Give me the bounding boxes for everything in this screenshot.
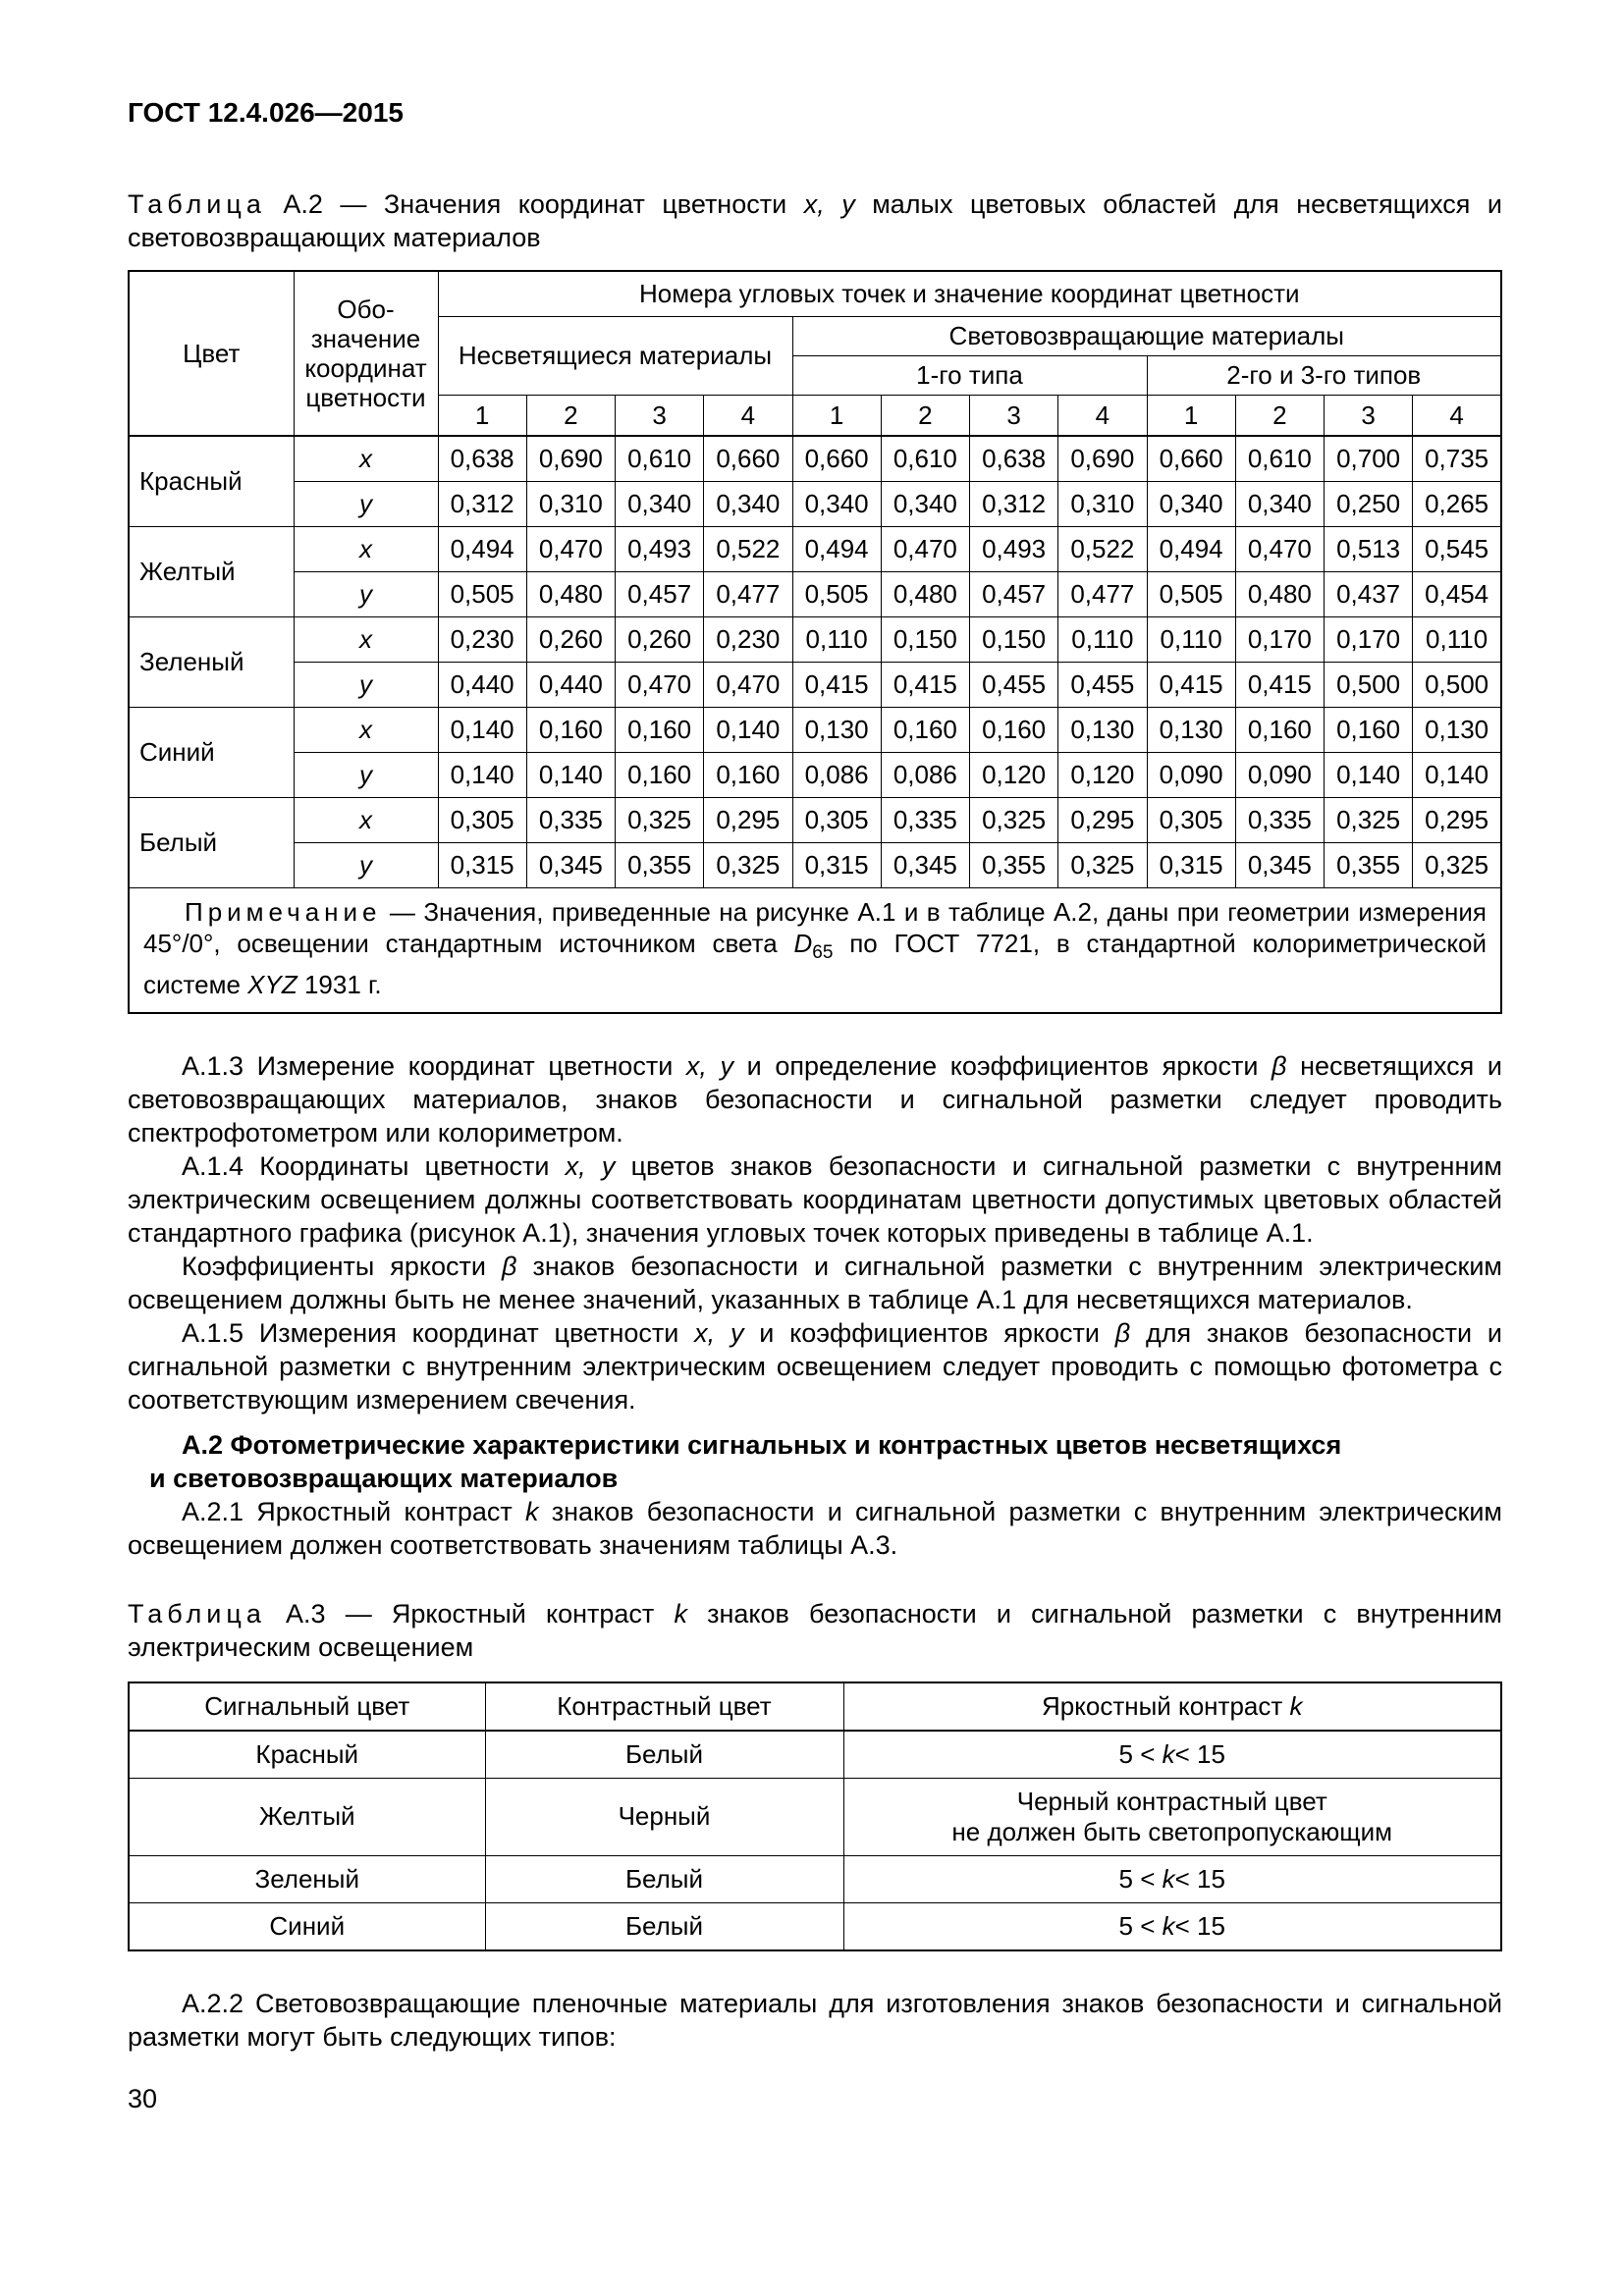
corner-point-number: 3	[970, 395, 1058, 436]
coordinate-label-cell: x	[294, 436, 438, 481]
table-a2	[128, 270, 1502, 1014]
chromaticity-value-cell: 0,340	[1235, 481, 1324, 526]
chromaticity-value-cell: 0,660	[704, 436, 792, 481]
chromaticity-value-cell: 0,110	[1147, 616, 1235, 662]
table-a2-note	[143, 896, 1487, 1000]
chromaticity-value-cell: 0,140	[438, 752, 526, 797]
chromaticity-value-cell: 0,345	[881, 842, 969, 887]
contrast-color-cell: Белый	[485, 1855, 843, 1902]
chromaticity-value-cell: 0,480	[526, 571, 615, 616]
brightness-contrast-value-cell: 5 < k< 15	[843, 1731, 1501, 1779]
chromaticity-value-cell: 0,325	[1325, 797, 1413, 842]
chromaticity-value-cell: 0,325	[704, 842, 792, 887]
color-name-cell: Зеленый	[129, 616, 294, 707]
chromaticity-value-cell: 0,477	[1058, 571, 1147, 616]
header-nonluminous: Несветящиеся материалы	[438, 316, 792, 395]
chromaticity-value-cell: 0,120	[1058, 752, 1147, 797]
chromaticity-value-cell: 0,457	[616, 571, 704, 616]
chromaticity-value-cell: 0,355	[616, 842, 704, 887]
chromaticity-value-cell: 0,230	[704, 616, 792, 662]
chromaticity-value-cell: 0,315	[438, 842, 526, 887]
chromaticity-value-cell: 0,170	[1325, 616, 1413, 662]
paragraph-a1-4-cont: Коэффициенты яркости β знаков безопасности и сигнальной разметки с внутренним электрическим освещением должны быть не менее значений, указанных в таблице А.1 для несветящихся материалов.	[128, 1251, 1502, 1314]
chromaticity-value-cell: 0,140	[526, 752, 615, 797]
chromaticity-value-cell: 0,160	[704, 752, 792, 797]
chromaticity-value-cell: 0,690	[1058, 436, 1147, 481]
table-a2-note-cell	[129, 887, 1501, 1013]
signal-color-cell: Зеленый	[129, 1855, 485, 1902]
header-brightness-contrast: Яркостный контраст k	[843, 1682, 1501, 1731]
chromaticity-value-cell: 0,440	[438, 662, 526, 707]
brightness-contrast-value-cell: Черный контрастный цвет не должен быть светопропускающим	[843, 1778, 1501, 1855]
chromaticity-value-cell: 0,110	[1058, 616, 1147, 662]
table-a2-body	[129, 436, 1501, 887]
signal-color-cell: Желтый	[129, 1778, 485, 1855]
coordinate-label-cell: y	[294, 481, 438, 526]
chromaticity-value-cell: 0,545	[1413, 526, 1501, 571]
chromaticity-value-cell: 0,150	[970, 616, 1058, 662]
corner-point-number: 4	[704, 395, 792, 436]
coordinate-label-cell: x	[294, 526, 438, 571]
chromaticity-value-cell: 0,493	[970, 526, 1058, 571]
chromaticity-value-cell: 0,325	[1413, 842, 1501, 887]
header-designation: Обо-значение координат цветности	[294, 271, 438, 436]
chromaticity-value-cell: 0,415	[792, 662, 881, 707]
table-a2-data-row	[129, 436, 1501, 481]
chromaticity-value-cell: 0,140	[438, 707, 526, 752]
chromaticity-value-cell: 0,305	[792, 797, 881, 842]
table-a3-row	[129, 1778, 1501, 1855]
header-retroreflective: Световозвращающие материалы	[792, 316, 1501, 355]
chromaticity-value-cell: 0,305	[438, 797, 526, 842]
chromaticity-value-cell: 0,480	[1235, 571, 1324, 616]
chromaticity-value-cell: 0,265	[1413, 481, 1501, 526]
chromaticity-value-cell: 0,140	[1413, 752, 1501, 797]
chromaticity-value-cell: 0,295	[704, 797, 792, 842]
paragraph-a1-5: А.1.5 Измерения координат цветности x, y и коэффициентов яркости β для знаков безопасности и сигнальной разметки с внутренним электрическим освещением следует проводить с помощью фотометра с соответствующим измерением свечения.	[128, 1317, 1502, 1415]
color-name-cell: Красный	[129, 436, 294, 526]
chromaticity-value-cell: 0,160	[616, 752, 704, 797]
chromaticity-value-cell: 0,455	[970, 662, 1058, 707]
table-a2-header-row-1	[129, 271, 1501, 316]
coordinate-label-cell: y	[294, 571, 438, 616]
chromaticity-value-cell: 0,500	[1413, 662, 1501, 707]
table-a3-header	[129, 1682, 1501, 1731]
chromaticity-value-cell: 0,340	[616, 481, 704, 526]
table-a2-data-row	[129, 797, 1501, 842]
corner-point-number: 2	[1235, 395, 1324, 436]
chromaticity-value-cell: 0,455	[1058, 662, 1147, 707]
header-color: Цвет	[129, 271, 294, 436]
chromaticity-value-cell: 0,470	[881, 526, 969, 571]
document-number: ГОСТ 12.4.026—2015	[128, 97, 404, 128]
chromaticity-value-cell: 0,160	[1235, 707, 1324, 752]
table-a2-data-row	[129, 707, 1501, 752]
chromaticity-value-cell: 0,160	[881, 707, 969, 752]
chromaticity-value-cell: 0,325	[616, 797, 704, 842]
chromaticity-value-cell: 0,120	[970, 752, 1058, 797]
signal-color-cell: Синий	[129, 1902, 485, 1950]
chromaticity-value-cell: 0,335	[881, 797, 969, 842]
color-name-cell: Белый	[129, 797, 294, 887]
header-corner-points: Номера угловых точек и значение координат цветности	[438, 271, 1501, 316]
table-a3	[128, 1682, 1502, 1951]
table-a3-row	[129, 1855, 1501, 1902]
chromaticity-value-cell: 0,494	[438, 526, 526, 571]
coordinate-label-cell: x	[294, 616, 438, 662]
chromaticity-value-cell: 0,160	[616, 707, 704, 752]
table-a2-caption	[128, 187, 1502, 254]
chromaticity-value-cell: 0,340	[1147, 481, 1235, 526]
chromaticity-value-cell: 0,505	[792, 571, 881, 616]
chromaticity-value-cell: 0,130	[1147, 707, 1235, 752]
chromaticity-value-cell: 0,140	[704, 707, 792, 752]
chromaticity-value-cell: 0,325	[1058, 842, 1147, 887]
chromaticity-value-cell: 0,415	[1147, 662, 1235, 707]
coordinate-label-cell: x	[294, 797, 438, 842]
chromaticity-value-cell: 0,340	[704, 481, 792, 526]
table-a2-header	[129, 271, 1501, 436]
table-a2-footer	[129, 887, 1501, 1013]
table-a2-data-row	[129, 526, 1501, 571]
chromaticity-value-cell: 0,505	[1147, 571, 1235, 616]
chromaticity-value-cell: 0,610	[881, 436, 969, 481]
chromaticity-value-cell: 0,700	[1325, 436, 1413, 481]
note-text-rest: — Значения, приведенные на рисунке А.1 и в таблице А.2, даны при геометрии измерения 45°/0°, освещении стандартным источником света $D_{65}$ по ГОСТ 7721, в стандартной колориметрической системе XYZ 1931 г.	[143, 896, 1487, 999]
chromaticity-value-cell: 0,500	[1325, 662, 1413, 707]
chromaticity-value-cell: 0,315	[1147, 842, 1235, 887]
chromaticity-value-cell: 0,315	[792, 842, 881, 887]
chromaticity-value-cell: 0,250	[1325, 481, 1413, 526]
coordinate-label-cell: y	[294, 662, 438, 707]
chromaticity-value-cell: 0,130	[1413, 707, 1501, 752]
chromaticity-value-cell: 0,454	[1413, 571, 1501, 616]
chromaticity-value-cell: 0,610	[616, 436, 704, 481]
chromaticity-value-cell: 0,090	[1147, 752, 1235, 797]
chromaticity-value-cell: 0,437	[1325, 571, 1413, 616]
chromaticity-value-cell: 0,355	[970, 842, 1058, 887]
table-a2-data-row	[129, 752, 1501, 797]
corner-point-number: 4	[1058, 395, 1147, 436]
chromaticity-value-cell: 0,335	[1235, 797, 1324, 842]
header-signal-color: Сигнальный цвет	[129, 1682, 485, 1731]
coordinate-label-cell: y	[294, 752, 438, 797]
chromaticity-value-cell: 0,230	[438, 616, 526, 662]
chromaticity-value-cell: 0,170	[1235, 616, 1324, 662]
paragraph-a1-4: А.1.4 Координаты цветности x, y цветов знаков безопасности и сигнальной разметки с внутренним электрическим освещением должны соответствовать координатам цветности допустимых цветовых областей стандартного графика (рисунок А.1), значения угловых точек которых приведены в таблице А.1.	[128, 1150, 1502, 1248]
chromaticity-value-cell: 0,690	[526, 436, 615, 481]
table-a2-data-row	[129, 481, 1501, 526]
page-number: 30	[128, 2083, 158, 2113]
chromaticity-value-cell: 0,470	[704, 662, 792, 707]
paragraph-a1-3: А.1.3 Измерение координат цветности x, y и определение коэффициентов яркости β несветящихся и световозвращающих материалов, знаков безопасности и сигнальной разметки следует проводить спектрофотометром или колориметром.	[128, 1050, 1502, 1148]
table-a3-header-row	[129, 1682, 1501, 1731]
chromaticity-value-cell: 0,160	[970, 707, 1058, 752]
chromaticity-value-cell: 0,522	[704, 526, 792, 571]
table-a3-row	[129, 1902, 1501, 1950]
table-a2-data-row	[129, 616, 1501, 662]
chromaticity-value-cell: 0,480	[881, 571, 969, 616]
chromaticity-value-cell: 0,477	[704, 571, 792, 616]
table-a3-body	[129, 1731, 1501, 1950]
brightness-contrast-value-cell: 5 < k< 15	[843, 1855, 1501, 1902]
chromaticity-value-cell: 0,140	[1325, 752, 1413, 797]
corner-point-number: 1	[1147, 395, 1235, 436]
section-a2-heading: А.2 Фотометрические характеристики сигнальных и контрастных цветов несветящихся и световозвращающих материалов	[149, 1429, 1342, 1493]
chromaticity-value-cell: 0,638	[438, 436, 526, 481]
header-contrast-color: Контрастный цвет	[485, 1682, 843, 1731]
chromaticity-value-cell: 0,305	[1147, 797, 1235, 842]
table-a2-caption-text: А.2 — Значения координат цветности x, y малых цветовых областей для несветящихся и световозвращающих материалов	[128, 189, 1502, 252]
chromaticity-value-cell: 0,295	[1413, 797, 1501, 842]
chromaticity-value-cell: 0,335	[526, 797, 615, 842]
chromaticity-value-cell: 0,086	[881, 752, 969, 797]
chromaticity-value-cell: 0,415	[881, 662, 969, 707]
signal-color-cell: Красный	[129, 1731, 485, 1779]
chromaticity-value-cell: 0,310	[1058, 481, 1147, 526]
brightness-contrast-value-cell: 5 < k< 15	[843, 1902, 1501, 1950]
corner-point-number: 3	[1325, 395, 1413, 436]
chromaticity-value-cell: 0,160	[526, 707, 615, 752]
header-type-1: 1-го типа	[792, 355, 1147, 395]
corner-point-number: 4	[1413, 395, 1501, 436]
chromaticity-value-cell: 0,130	[1058, 707, 1147, 752]
chromaticity-value-cell: 0,345	[526, 842, 615, 887]
chromaticity-value-cell: 0,610	[1235, 436, 1324, 481]
chromaticity-value-cell: 0,522	[1058, 526, 1147, 571]
table-a3-caption	[128, 1597, 1502, 1664]
header-type-2-3: 2-го и 3-го типов	[1147, 355, 1501, 395]
corner-point-number: 2	[881, 395, 969, 436]
chromaticity-value-cell: 0,457	[970, 571, 1058, 616]
chromaticity-value-cell: 0,312	[438, 481, 526, 526]
color-name-cell: Синий	[129, 707, 294, 797]
table-a2-note-row	[129, 887, 1501, 1013]
corner-point-number: 3	[616, 395, 704, 436]
chromaticity-value-cell: 0,310	[526, 481, 615, 526]
chromaticity-value-cell: 0,494	[1147, 526, 1235, 571]
chromaticity-value-cell: 0,090	[1235, 752, 1324, 797]
chromaticity-value-cell: 0,440	[526, 662, 615, 707]
chromaticity-value-cell: 0,295	[1058, 797, 1147, 842]
chromaticity-value-cell: 0,260	[526, 616, 615, 662]
chromaticity-value-cell: 0,494	[792, 526, 881, 571]
color-name-cell: Желтый	[129, 526, 294, 616]
chromaticity-value-cell: 0,130	[792, 707, 881, 752]
chromaticity-value-cell: 0,660	[792, 436, 881, 481]
chromaticity-value-cell: 0,493	[616, 526, 704, 571]
paragraph-a2-2: А.2.2 Световозвращающие пленочные материалы для изготовления знаков безопасности и сигнальной разметки могут быть следующих типов:	[128, 1988, 1502, 2052]
chromaticity-value-cell: 0,470	[616, 662, 704, 707]
chromaticity-value-cell: 0,110	[792, 616, 881, 662]
corner-point-number: 1	[792, 395, 881, 436]
corner-point-number: 1	[438, 395, 526, 436]
chromaticity-value-cell: 0,150	[881, 616, 969, 662]
chromaticity-value-cell: 0,086	[792, 752, 881, 797]
contrast-color-cell: Белый	[485, 1902, 843, 1950]
chromaticity-value-cell: 0,110	[1413, 616, 1501, 662]
contrast-color-cell: Белый	[485, 1731, 843, 1779]
table-a2-data-row	[129, 571, 1501, 616]
chromaticity-value-cell: 0,340	[792, 481, 881, 526]
chromaticity-value-cell: 0,325	[970, 797, 1058, 842]
chromaticity-value-cell: 0,312	[970, 481, 1058, 526]
chromaticity-value-cell: 0,505	[438, 571, 526, 616]
chromaticity-value-cell: 0,340	[881, 481, 969, 526]
table-a2-data-row	[129, 842, 1501, 887]
note-word: Примечание	[185, 896, 382, 927]
chromaticity-value-cell: 0,470	[526, 526, 615, 571]
coordinate-label-cell: y	[294, 842, 438, 887]
table-a3-caption-text: А.3 — Яркостный контраст k знаков безопасности и сигнальной разметки с внутренним электрическим освещением	[128, 1598, 1502, 1662]
chromaticity-value-cell: 0,355	[1325, 842, 1413, 887]
chromaticity-value-cell: 0,260	[616, 616, 704, 662]
table-a2-caption-word: Таблица	[128, 189, 266, 219]
section-a1-text	[128, 1049, 1502, 1416]
chromaticity-value-cell: 0,345	[1235, 842, 1324, 887]
table-a3-row	[129, 1731, 1501, 1779]
chromaticity-value-cell: 0,470	[1235, 526, 1324, 571]
chromaticity-value-cell: 0,735	[1413, 436, 1501, 481]
chromaticity-value-cell: 0,415	[1235, 662, 1324, 707]
paragraph-a2-1: А.2.1 Яркостный контраст k знаков безопасности и сигнальной разметки с внутренним электрическим освещением должен соответствовать значениям таблицы А.3.	[128, 1496, 1502, 1560]
chromaticity-value-cell: 0,160	[1325, 707, 1413, 752]
chromaticity-value-cell: 0,638	[970, 436, 1058, 481]
chromaticity-value-cell: 0,660	[1147, 436, 1235, 481]
coordinate-label-cell: x	[294, 707, 438, 752]
contrast-color-cell: Черный	[485, 1778, 843, 1855]
table-a3-caption-word: Таблица	[128, 1598, 266, 1629]
table-a2-data-row	[129, 662, 1501, 707]
chromaticity-value-cell: 0,513	[1325, 526, 1413, 571]
corner-point-number: 2	[526, 395, 615, 436]
